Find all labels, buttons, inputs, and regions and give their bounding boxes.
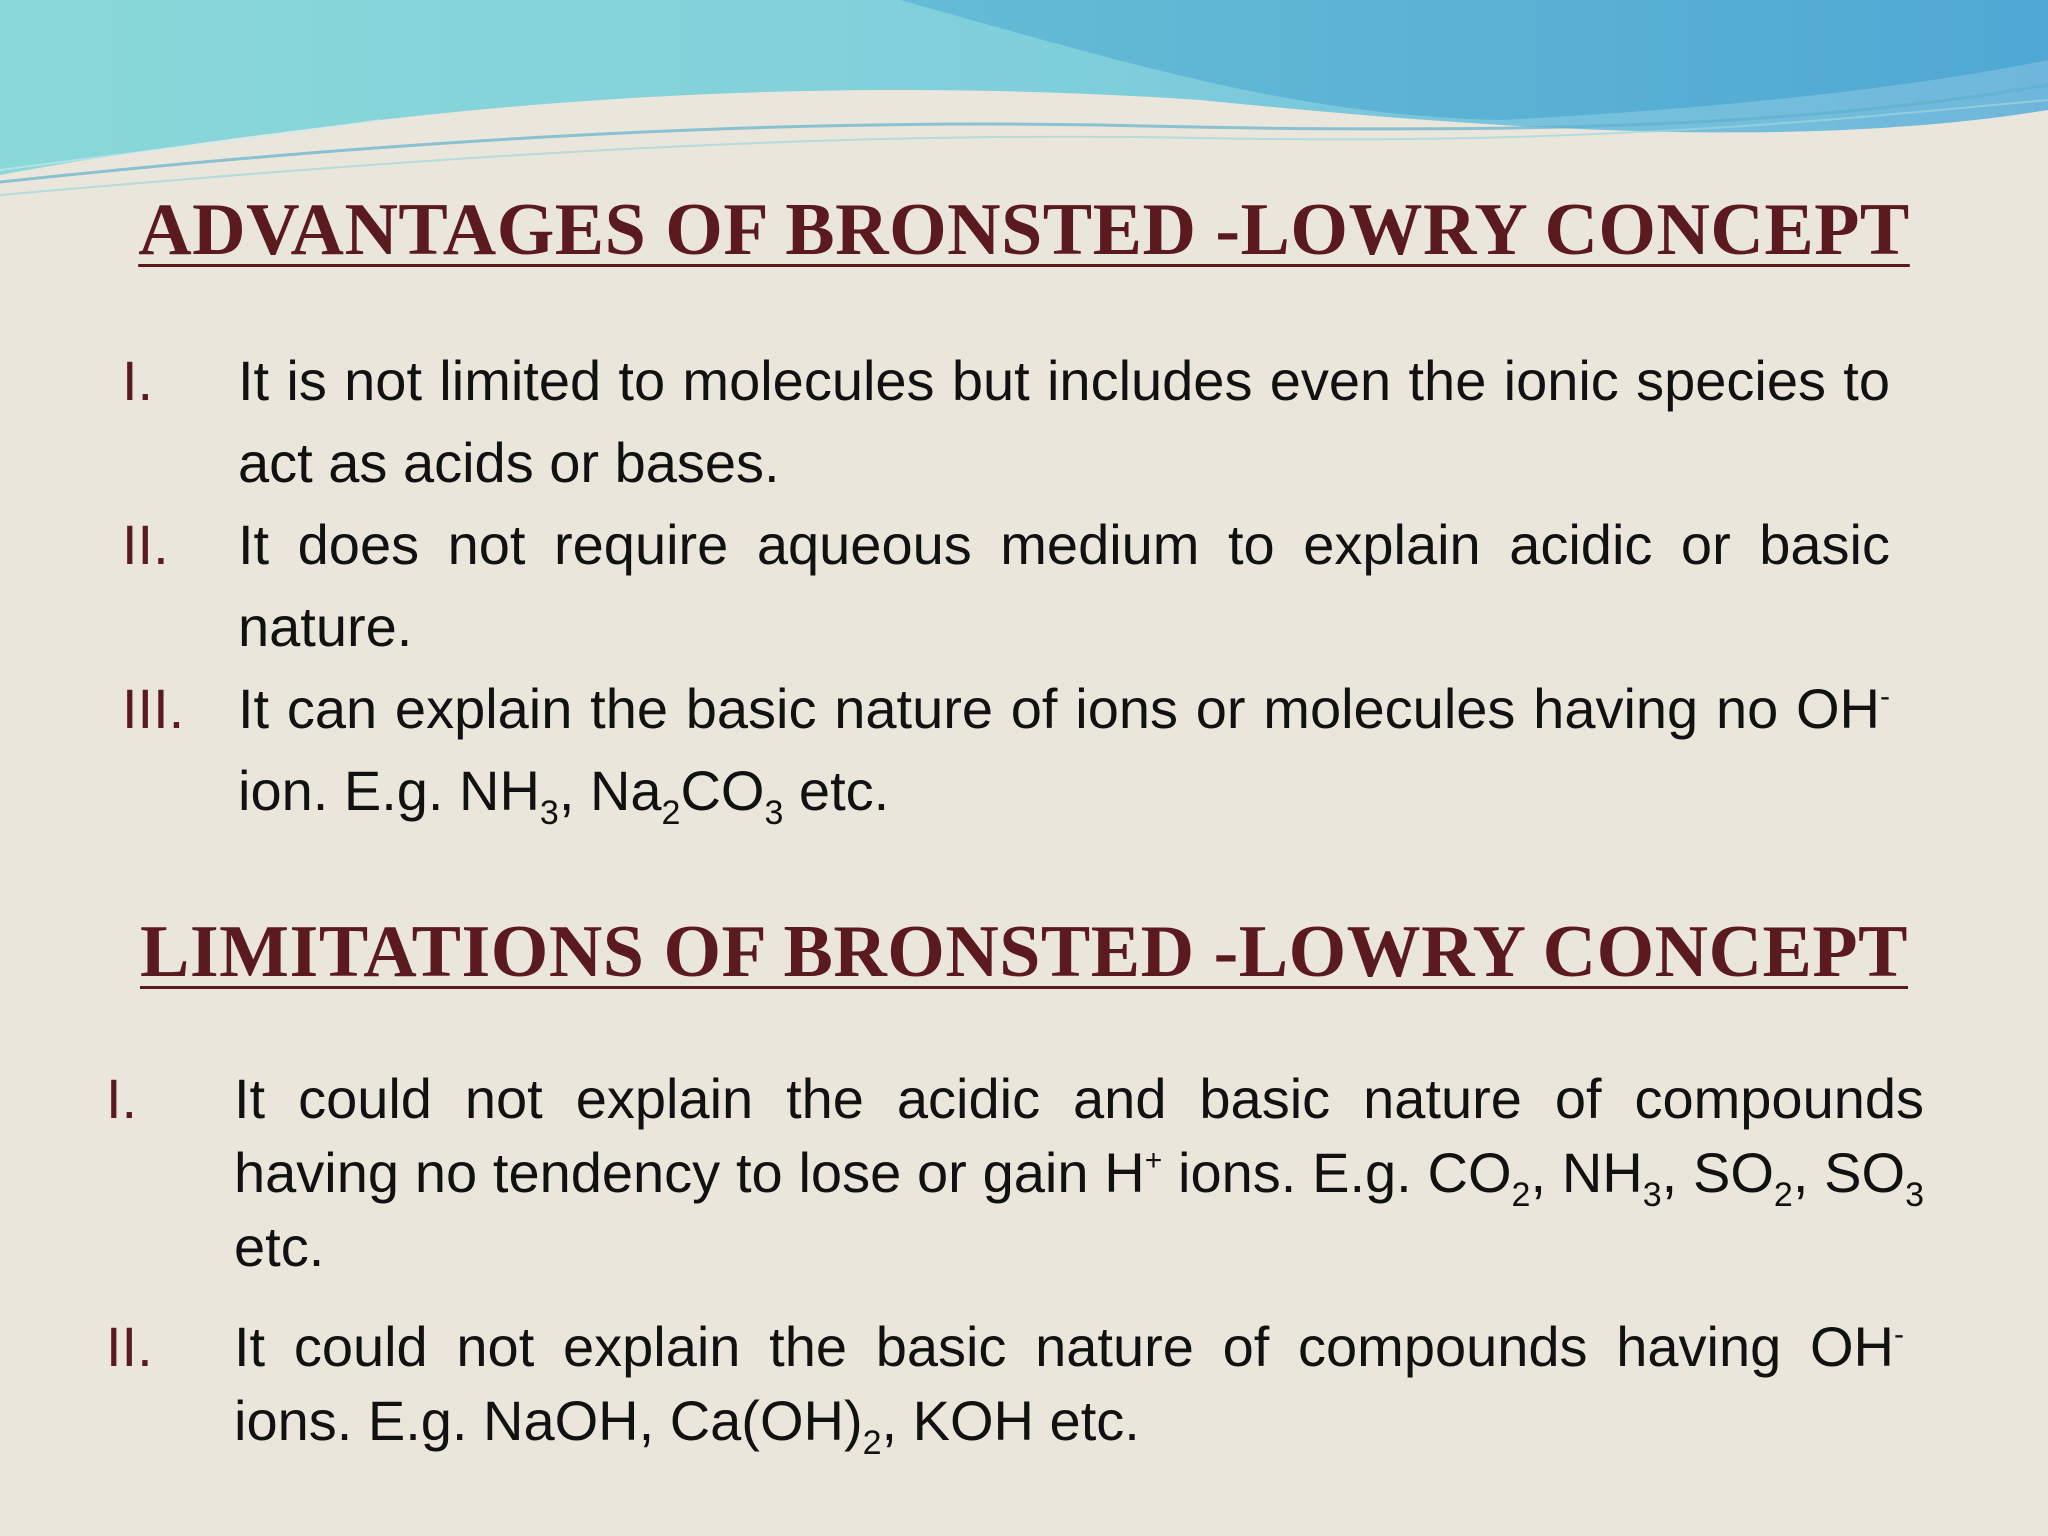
limitations-list	[106, 1062, 1925, 1462]
list-numeral: I.	[106, 1067, 138, 1130]
limitations-heading: LIMITATIONS OF BRONSTED -LOWRY CONCEPT	[140, 911, 1908, 993]
list-item	[106, 1310, 1904, 1462]
list-numeral: I.	[122, 349, 154, 412]
list-item	[122, 668, 1890, 832]
advantage-text-1: It is not limited to molecules but includes even the ionic species to act as acids or bases.	[238, 349, 1890, 494]
list-item	[106, 1062, 1924, 1284]
list-numeral: II.	[106, 1315, 153, 1378]
advantage-text-2: It does not require aqueous medium to explain acidic or basic nature.	[238, 513, 1890, 658]
list-item	[122, 340, 1890, 504]
list-numeral: III.	[122, 677, 185, 740]
advantages-heading: ADVANTAGES OF BRONSTED -LOWRY CONCEPT	[138, 189, 1910, 271]
advantages-list	[122, 340, 1890, 832]
limitation-text-1: It could not explain the acidic and basic nature of compounds having no tendency to lose or gain H+ ions. E.g. $CO_2$, $NH_3$, $SO_2$, $SO_3$ etc.	[234, 1067, 1925, 1278]
limitation-text-2: It could not explain the basic nature of compounds having OH- ions. E.g. NaOH, $Ca(OH)_2$, KOH etc.	[234, 1315, 1904, 1462]
advantage-text-3: It can explain the basic nature of ions or molecules having no OH- ion. E.g. $NH_3$, $Na_2CO_3$ etc.	[238, 677, 1890, 832]
list-item	[122, 504, 1890, 668]
list-numeral: II.	[122, 513, 169, 576]
